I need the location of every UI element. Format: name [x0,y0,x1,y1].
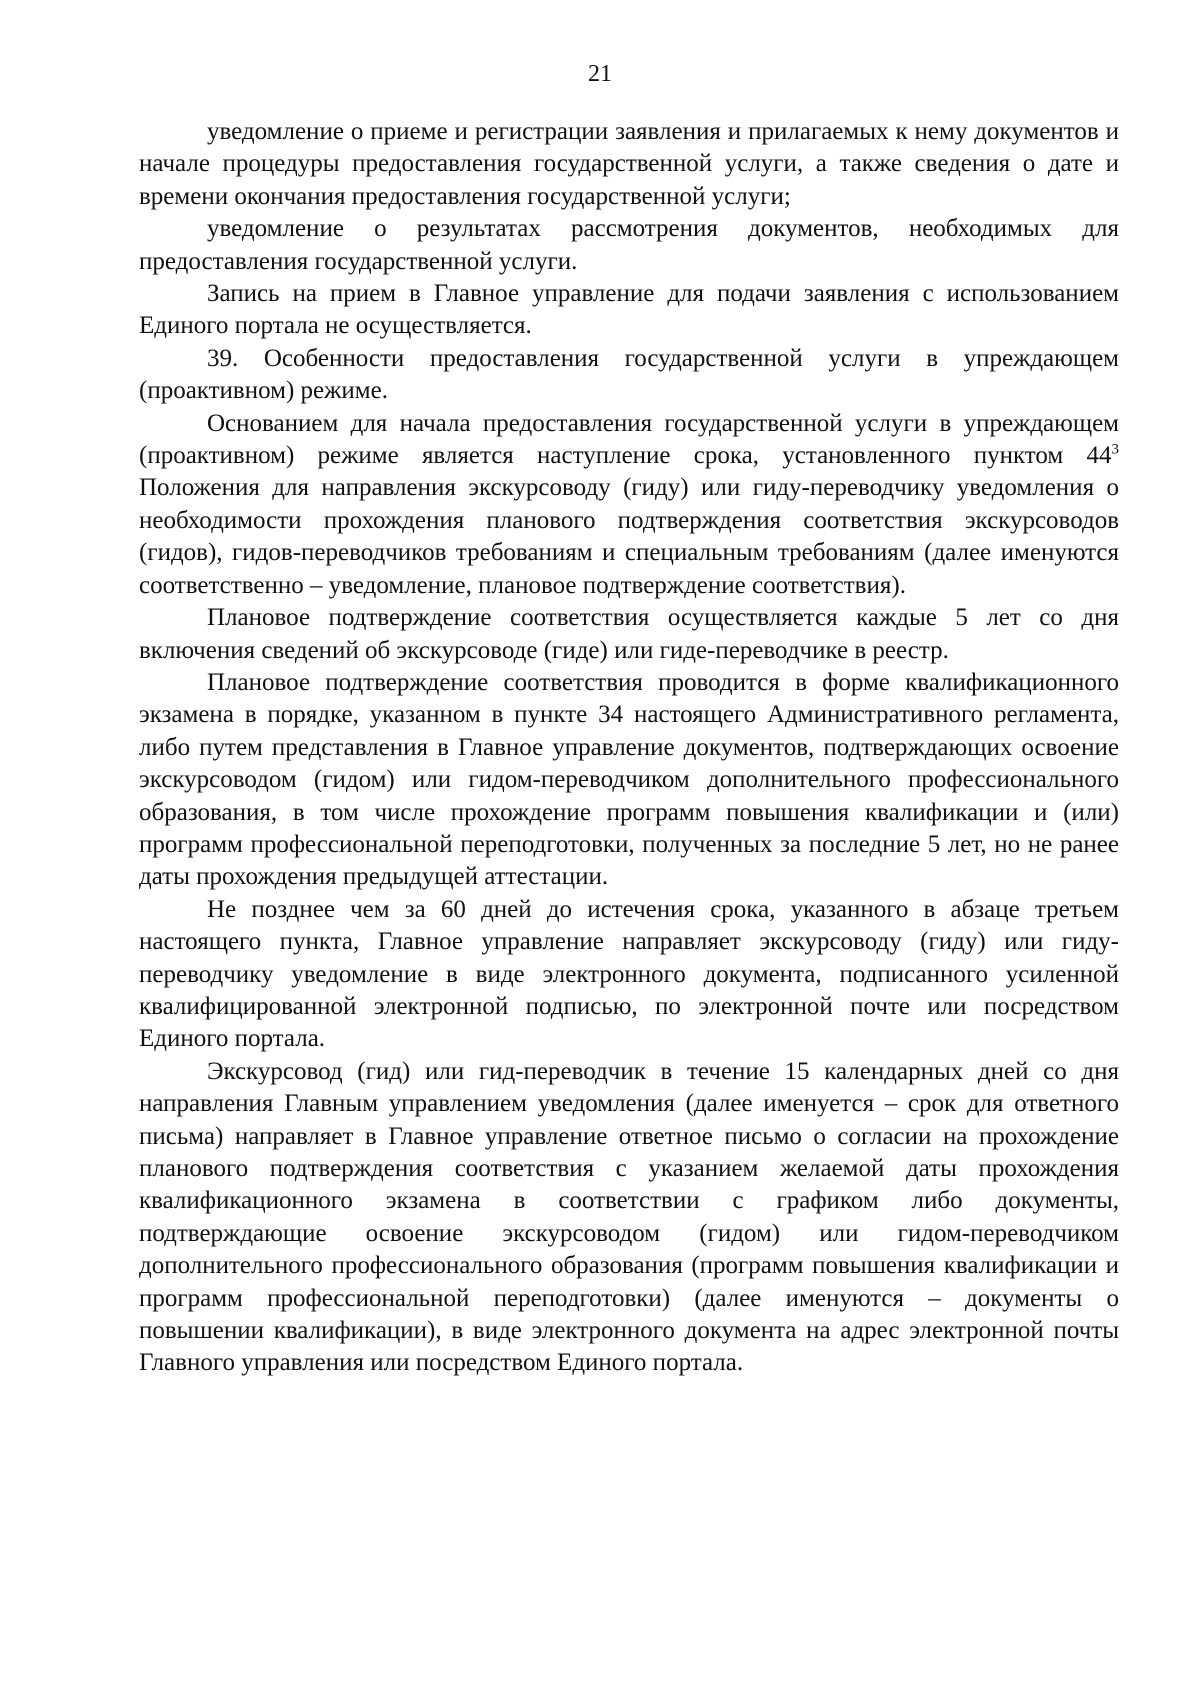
paragraph-notification-deadline: Не позднее чем за 60 дней до истечения срока, указанного в абзаце третьем настоящего пункта, Главное управление направляет экскурсоводу (гиду) или гиду-переводчику уведомление в виде электронного документа, подписанного усиленной квалифицированной электронной подписью, по электронной почте или посредством Единого портала. [139,895,1119,1053]
paragraph-appointment: Запись на прием в Главное управление для подачи заявления с использованием Единого портала не осуществляется. [139,280,1119,340]
paragraph-proactive-basis [139,408,1119,602]
paragraph-planned-confirmation-form: Плановое подтверждение соответствия проводится в форме квалификационного экзамена в порядке, указанном в пункте 34 настоящего Административного регламента, либо путем представления в Главное управление документов, подтверждающих освоение экскурсоводом (гидом) или гидом-переводчиком дополнительного профессионального образования, в том числе прохождение программ повышения квалификации и (или) программ профессиональной переподготовки, полученных за последние 5 лет, но не ранее даты прохождения предыдущей аттестации. [139,668,1119,891]
paragraph-notification-receipt: уведомление о приеме и регистрации заявления и прилагаемых к нему документов и начале процедуры предоставления государственной услуги, а также сведения о дате и времени окончания предоставления государственной услуги; [139,118,1119,210]
superscript-3: 3 [1111,441,1119,458]
paragraph-proactive-basis-end: Положения для направления экскурсоводу (гиду) или гиду-переводчику уведомления о необходимости прохождения планового подтверждения соответствия экскурсоводов (гидов), гидов-переводчиков требованиям и специальным требованиям (далее именуются соответственно – уведомление, плановое подтверждение соответствия). [139,474,1119,599]
paragraph-guide-response: Экскурсовод (гид) или гид-переводчик в течение 15 календарных дней со дня направления Главным управлением уведомления (далее именуется – срок для ответного письма) направляет в Главное управление ответное письмо о согласии на прохождение планового подтверждения соответствия с указанием желаемой даты прохождения квалификационного экзамена в соответствии с графиком либо документы, подтверждающие освоение экскурсоводом (гидом) или гидом-переводчиком дополнительного профессионального образования (программ повышения квалификации и программ профессиональной переподготовки) (далее именуются – документы о повышении квалификации), в виде электронного документа на адрес электронной почты Главного управления или посредством Единого портала. [139,1057,1119,1377]
paragraph-planned-confirmation-period: Плановое подтверждение соответствия осуществляется каждые 5 лет со дня включения сведений об экскурсоводе (гиде) или гиде-переводчике в реестр. [139,604,1119,664]
paragraph-notification-results: уведомление о результатах рассмотрения документов, необходимых для предоставления государственной услуги. [139,215,1119,275]
paragraph-proactive-basis-start: Основанием для начала предоставления государственной услуги в упреждающем (проактивном) режиме является наступление срока, установленного пунктом 44 [139,409,1119,470]
page-number: 21 [588,61,612,87]
document-body [139,116,1119,1380]
paragraph-section-39-heading: 39. Особенности предоставления государственной услуги в упреждающем (проактивном) режиме. [139,344,1119,405]
